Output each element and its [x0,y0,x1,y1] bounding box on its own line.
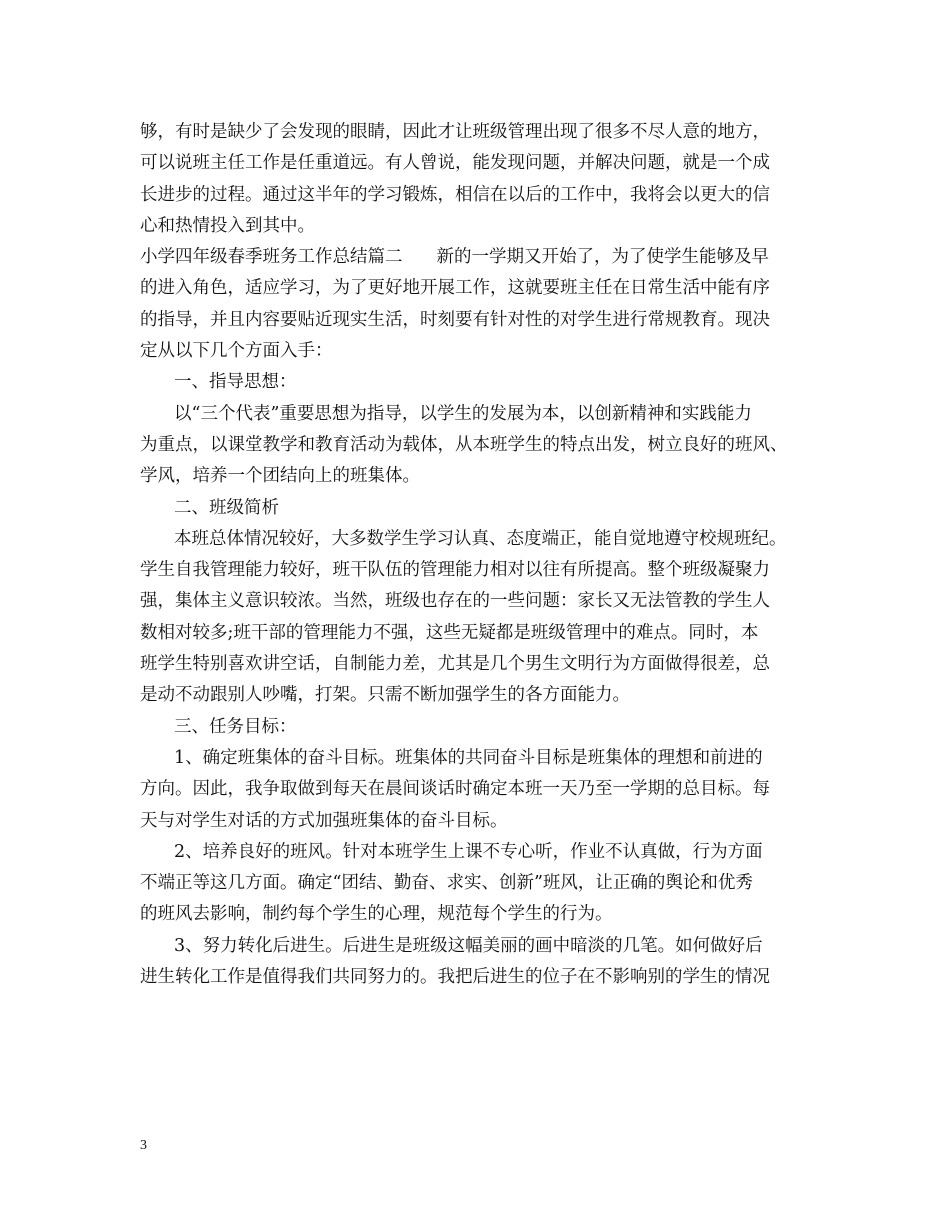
text-line: 天与对学生对话的方式加强班集体的奋斗目标。 [140,810,508,831]
section-title: 二、班级简析 [174,497,279,518]
body-text [140,117,820,993]
text-line: 的指导，并且内容要贴近现实生活，时刻要有针对性的对学生进行常规教育。现决 [140,309,770,330]
text-line: 1、确定班集体的奋斗目标。班集体的共同奋斗目标是班集体的理想和前进的 [174,747,763,768]
text-line: 3、努力转化后进生。后进生是班级这幅美丽的画中暗淡的几笔。如何做好后 [174,935,763,956]
section-title: 一、指导思想： [174,372,297,393]
text-line: 学风，培养一个团结向上的班集体。 [140,466,420,487]
text-line: 2、培养良好的班风。针对本班学生上课不专心听，作业不认真做，行为方面 [174,841,763,862]
heading-line [140,242,820,273]
text-line: 可以说班主任工作是任重道远。有人曾说，能发现问题，并解决问题，就是一个成 [140,153,770,174]
text-line: 心和热情投入到其中。 [140,215,315,236]
text-line: 为重点，以课堂教学和教育活动为载体，从本班学生的特点出发，树立良好的班风、 [140,434,788,455]
text-line: 定从以下几个方面入手： [140,341,333,362]
text-line: 进生转化工作是值得我们共同努力的。我把后进生的位子在不影响别的学生的情况 [140,967,770,988]
text-line: 班学生特别喜欢讲空话，自制能力差，尤其是几个男生文明行为方面做得很差，总 [140,654,770,675]
text-line: 够，有时是缺少了会发现的眼睛，因此才让班级管理出现了很多不尽人意的地方， [140,122,770,142]
text-line: 本班总体情况较好，大多数学生学习认真、态度端正，能自觉地遵守校规班纪。 [174,528,787,549]
text-line: 强，集体主义意识较浓。当然，班级也存在的一些问题：家长又无法管教的学生人 [140,591,770,612]
page-number: 3 [140,1138,147,1153]
text-line: 的班风去影响，制约每个学生的心理，规范每个学生的行为。 [140,904,613,925]
section-title: 三、任务目标： [174,716,297,737]
text-line: 不端正等这几方面。确定“团结、勤奋、求实、创新”班风，让正确的舆论和优秀 [140,873,753,894]
text-line: 学生自我管理能力较好，班干队伍的管理能力相对以往有所提高。整个班级凝聚力 [140,560,770,581]
text-line: 是动不动跟别人吵嘴，打架。只需不断加强学生的各方面能力。 [140,685,630,706]
text-line: 方向。因此，我争取做到每天在晨间谈话时确定本班一天乃至一学期的总目标。每 [140,779,770,800]
text-line: 长进步的过程。通过这半年的学习锻炼，相信在以后的工作中，我将会以更大的信 [140,184,770,205]
section-heading: 小学四年级春季班务工作总结篇二 [140,247,403,268]
text-line: 数相对较多;班干部的管理能力不强，这些无疑都是班级管理中的难点。同时，本 [140,622,759,643]
text-line: 新的一学期又开始了，为了使学生能够及早 [436,247,769,268]
text-line: 的进入角色，适应学习，为了更好地开展工作，这就要班主任在日常生活中能有序 [140,278,770,299]
text-line: 以“三个代表”重要思想为指导，以学生的发展为本，以创新精神和实践能力 [174,403,752,424]
